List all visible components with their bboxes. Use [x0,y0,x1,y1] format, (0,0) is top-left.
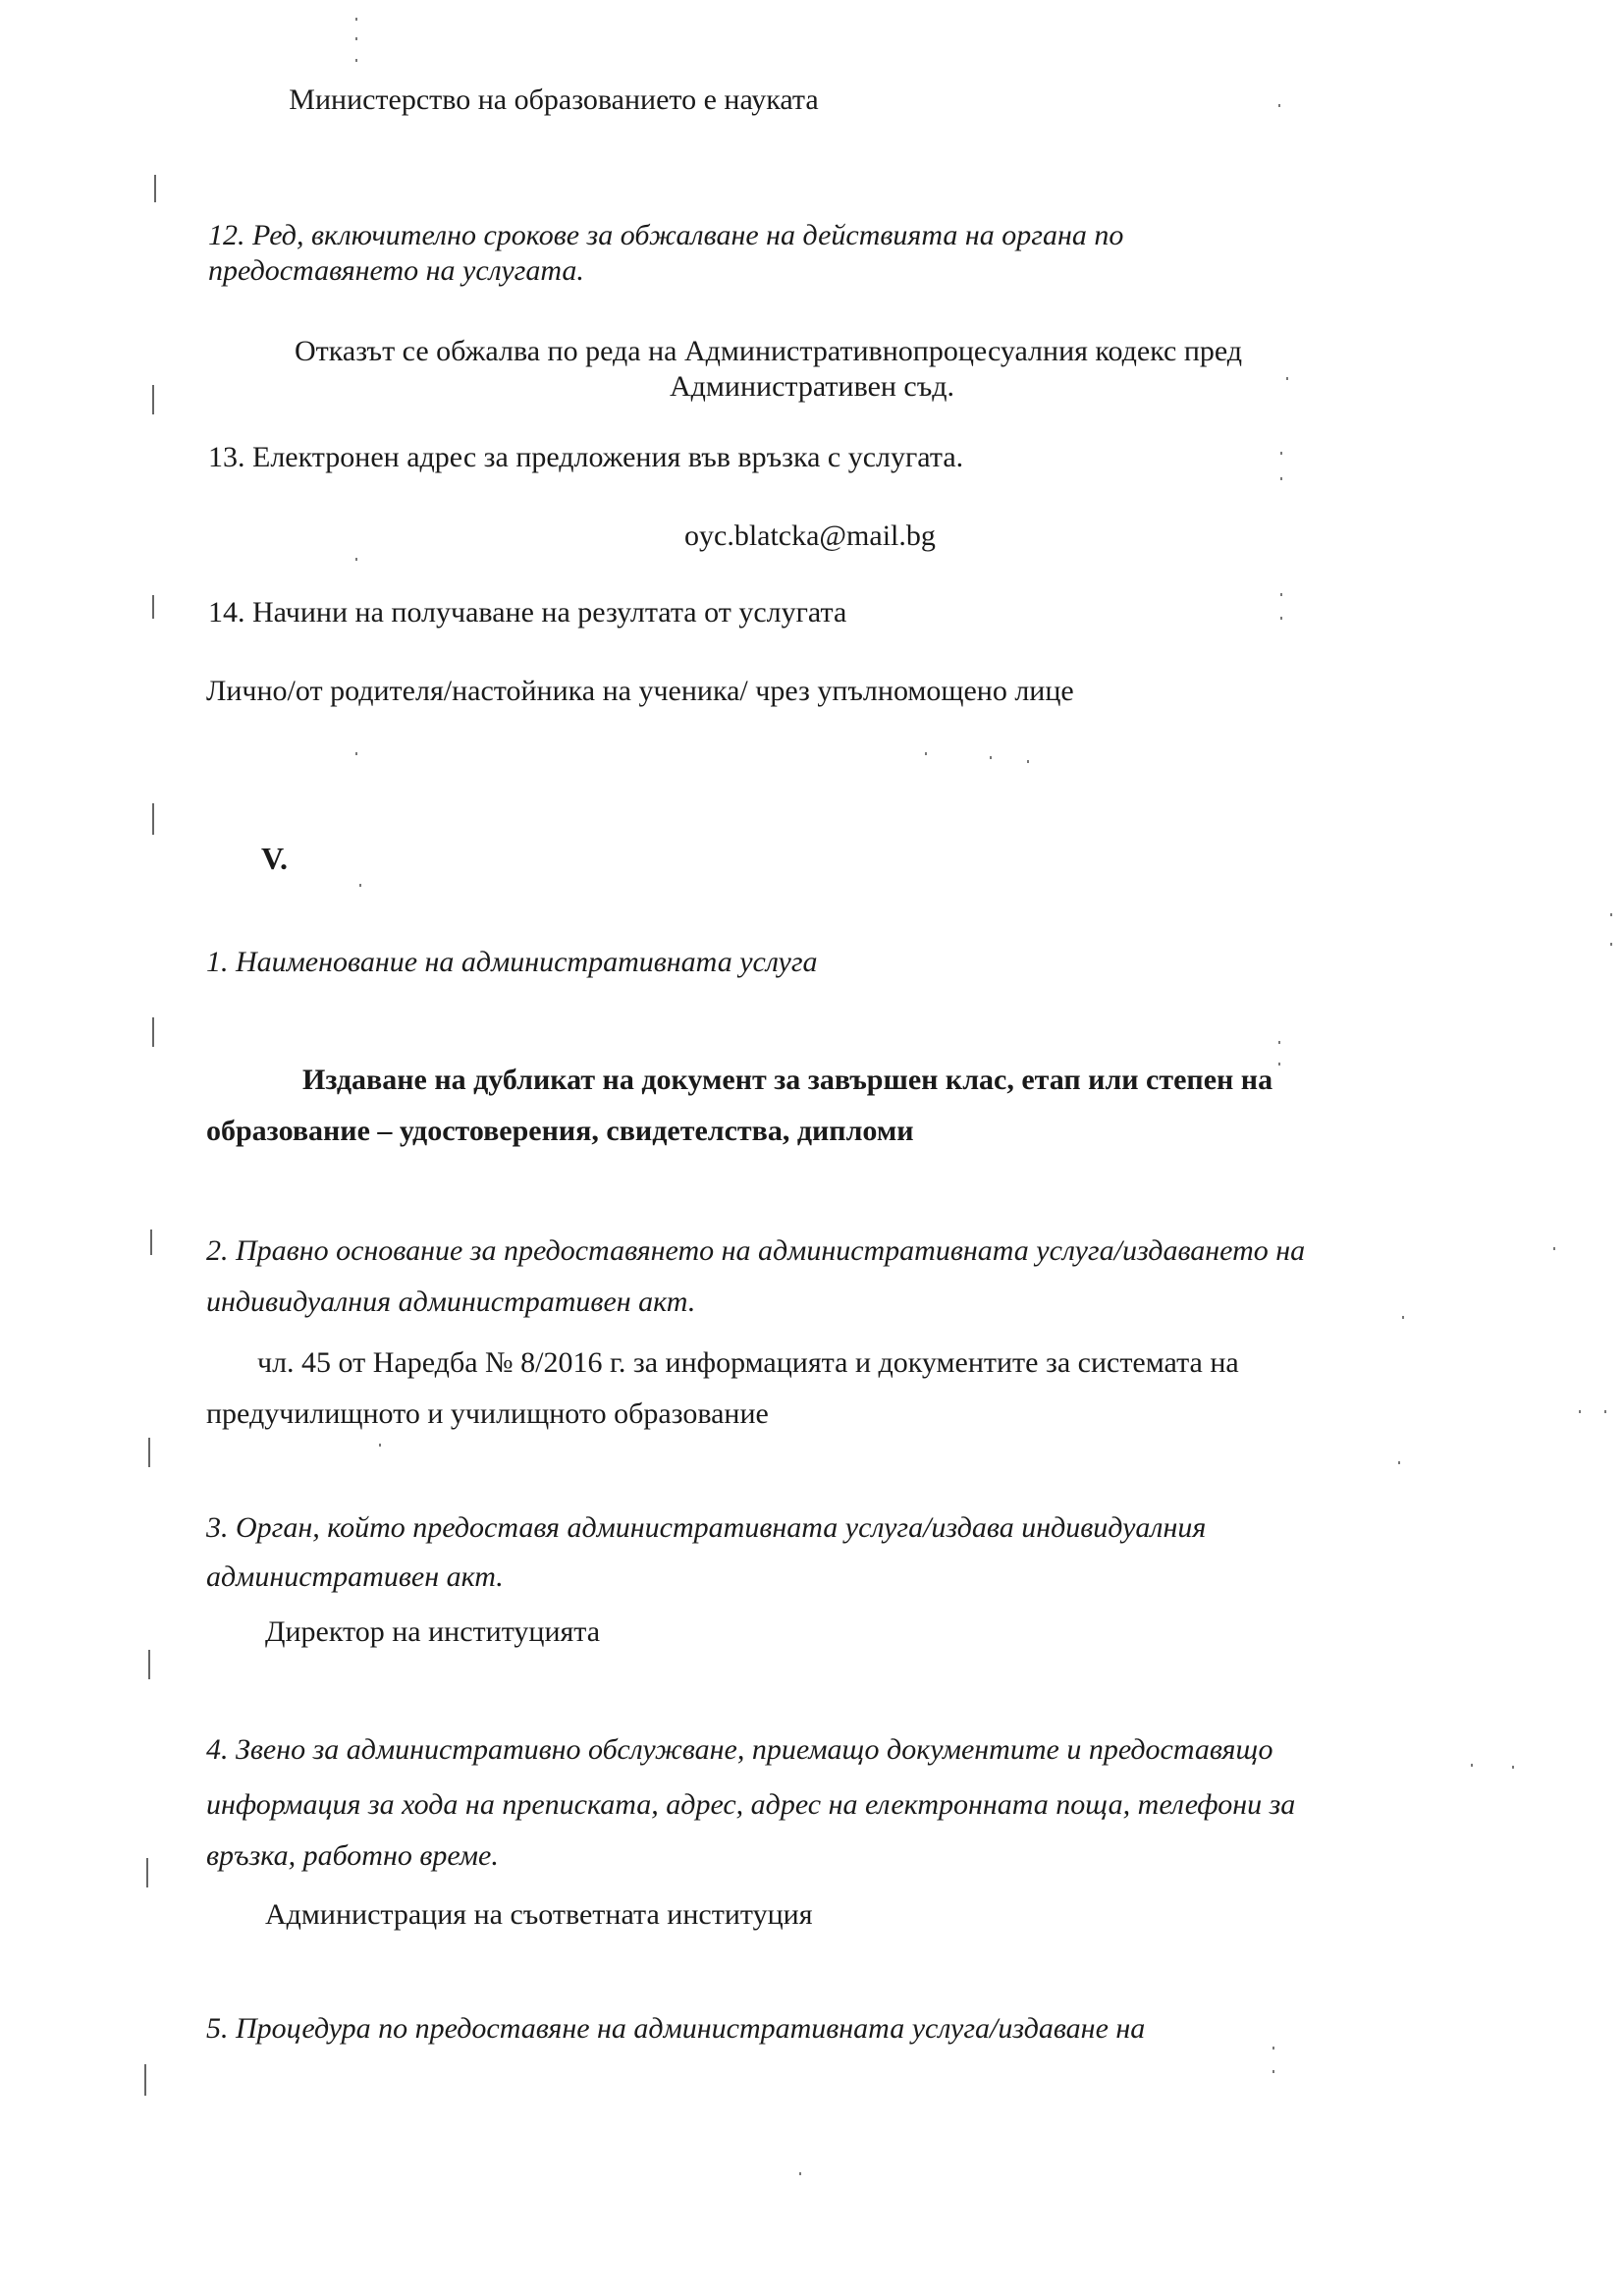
page-header: Министерство на образованието е науката [289,83,819,116]
scan-mark [152,385,154,414]
scan-mark [148,1438,150,1467]
item14-body: Лично/от родителя/настойника на ученика/ чрез упълномощено лице [206,675,1074,707]
scan-dot [1280,617,1282,620]
v-item1-title-line1: Издаване на дубликат на документ за завършен клас, етап или степен на [302,1064,1273,1096]
scan-dot [1553,1247,1555,1250]
scan-dot [355,752,357,755]
scan-dot [1471,1764,1473,1767]
scan-dot [355,37,357,40]
item12-body-line1: Отказът се обжалва по реда на Административнопроцесуалния кодекс пред [295,335,1243,367]
v-item2-body-line1: чл. 45 от Наредба № 8/2016 г. за информацията и документите за системата на [257,1346,1239,1379]
scan-dot [799,2172,801,2175]
scan-dot [1610,943,1612,946]
scan-dot [1398,1461,1400,1464]
scan-dot [379,1444,381,1447]
v-item4-body: Администрация на съответната институция [265,1898,813,1931]
scan-dot [1579,1410,1581,1413]
item13-heading: 13. Електронен адрес за предложения във връзка с услугата. [208,441,964,473]
scan-dot [1272,2070,1274,2073]
v-item1-title-line2: образование – удостоверения, свидетелства, дипломи [206,1115,914,1147]
v-item4-heading-line1: 4. Звено за административно обслужване, приемащо документите и предоставящо [206,1733,1273,1766]
scan-dot [1272,2047,1274,2050]
scan-dot [355,18,357,21]
item13-email: oyc.blatcka@mail.bg [684,519,936,552]
v-item2-heading-line1: 2. Правно основание за предоставянето на административната услуга/издаването на [206,1234,1306,1267]
scan-dot [1280,477,1282,480]
scan-dot [1402,1316,1404,1319]
scan-dot [1278,104,1280,107]
scan-mark [154,175,156,202]
scan-dot [1604,1410,1606,1413]
scan-dot [355,558,357,561]
scan-dot [355,59,357,62]
scan-dot [359,884,361,887]
v-item2-heading-line2: индивидуалния административен акт. [206,1285,696,1318]
v-item3-heading-line2: административен акт. [206,1560,504,1593]
scan-mark [144,2064,146,2096]
v-item3-body: Директор на институцията [265,1615,601,1648]
scan-dot [1512,1766,1514,1769]
v-item2-body-line2: предучилищното и училищното образование [206,1397,769,1430]
v-item3-heading-line1: 3. Орган, който предоставя административната услуга/издава индивидуалния [206,1511,1207,1544]
item12-heading-line1: 12. Ред, включително срокове за обжалване на действията на органа по [208,219,1124,251]
scan-dot [1610,913,1612,916]
scan-mark [146,1858,148,1887]
scan-mark [148,1650,150,1679]
scan-mark [152,803,154,835]
scan-dot [1278,1041,1280,1044]
scan-dot [925,752,927,755]
item12-body-line2: Административен съд. [670,370,955,403]
v-item4-heading-line2: информация за хода на преписката, адрес, адрес на електронната поща, телефони за [206,1788,1296,1821]
v-item1-heading: 1. Наименование на административната услуга [206,946,818,978]
scan-mark [150,1230,152,1255]
scan-dot [1280,593,1282,596]
v-item4-heading-line3: връзка, работно време. [206,1839,499,1872]
section-v-roman: V. [261,841,288,876]
scan-dot [990,756,992,759]
scan-dot [1286,377,1288,380]
item14-heading: 14. Начини на получаване на резултата от услугата [208,596,847,629]
item12-heading-line2: предоставянето на услугата. [208,254,584,287]
scan-dot [1027,760,1029,763]
v-item5-heading-line1: 5. Процедура по предоставяне на административната услуга/издаване на [206,2012,1146,2045]
scan-mark [152,1017,154,1047]
scan-dot [1280,452,1282,455]
scan-mark [152,595,154,619]
scan-dot [1278,1063,1280,1066]
